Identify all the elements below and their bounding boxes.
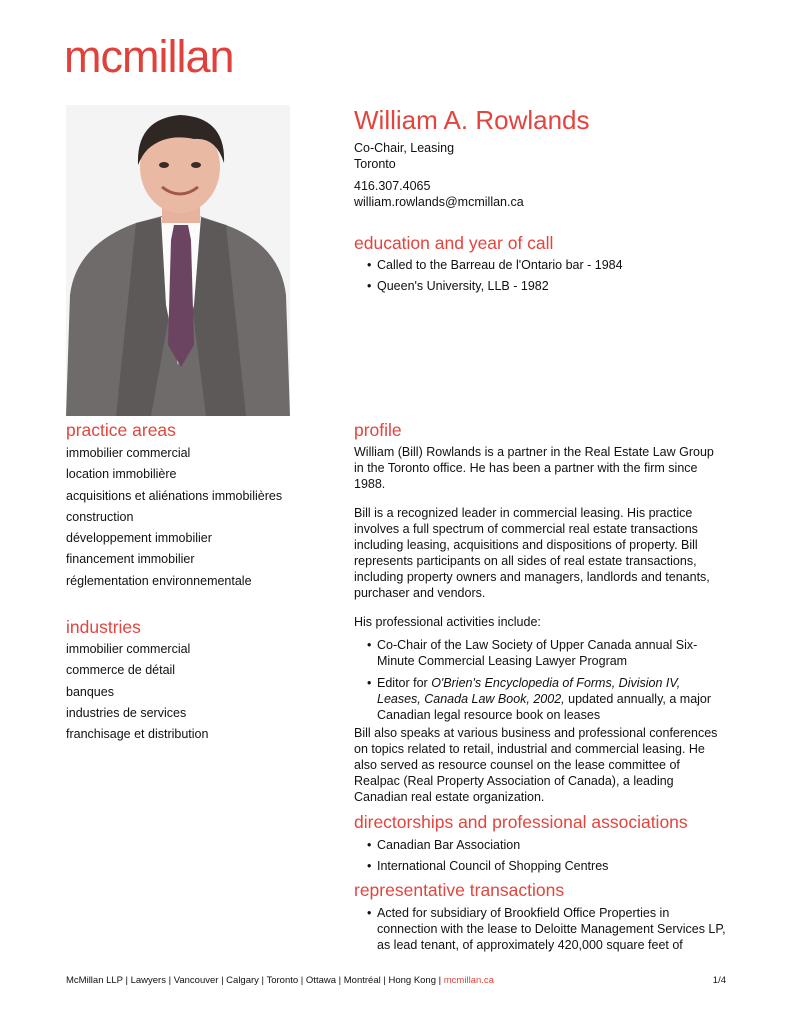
- activity-book-title: O'Brien's Encyclopedia of Forms, Division IV, Leases, Canada Law Book, 2002,: [377, 676, 681, 706]
- industry-item: commerce de détail: [66, 663, 176, 678]
- education-list: [354, 257, 726, 294]
- education-item: • Called to the Barreau de l'Ontario bar - 1984: [354, 257, 726, 273]
- footer-website-link[interactable]: mcmillan.ca: [443, 975, 494, 986]
- practice-areas-list: [66, 445, 282, 594]
- profile-paragraph-4: Bill also speaks at various business and professional conferences on topics related to retail, industrial and commercial leasing. He also served as resource counsel on the lease committee of Realpac (Real Property Association of Canada), a leading Canadian real estate organization.: [354, 726, 718, 804]
- industry-item: industries de services: [66, 705, 187, 720]
- email-address[interactable]: william.rowlands@mcmillan.ca: [354, 195, 524, 209]
- profile-paragraph-3: His professional activities include:: [354, 615, 541, 629]
- position-block: [354, 140, 454, 172]
- person-title: Co-Chair, Leasing: [354, 141, 455, 155]
- education-item: • Queen's University, LLB - 1982: [354, 278, 726, 294]
- page-number: 1/4: [712, 975, 726, 986]
- portrait-photo: [66, 105, 290, 416]
- activity-text: updated annually, a major Canadian legal resource book on leases: [377, 692, 712, 722]
- phone-number: 416.307.4065: [354, 179, 431, 193]
- transaction-item: • Acted for subsidiary of Brookfield Office Properties in connection with the lease to Deloitte Management Services LP, as lead tenant, of approximately 420,000 square feet of: [354, 905, 726, 953]
- person-city: Toronto: [354, 157, 396, 171]
- directorships-list: [354, 837, 726, 874]
- mcmillan-logo: mcmillan: [64, 31, 234, 82]
- directorship-item: • Canadian Bar Association: [354, 837, 726, 853]
- contact-block: [354, 178, 524, 210]
- practice-area-item: construction: [66, 509, 134, 524]
- practice-area-item: immobilier commercial: [66, 446, 191, 460]
- person-name: William A. Rowlands: [354, 105, 590, 135]
- activity-item: [354, 675, 726, 723]
- industry-item: immobilier commercial: [66, 642, 191, 656]
- directorship-item: • International Council of Shopping Centres: [354, 858, 726, 874]
- industry-item: banques: [66, 684, 114, 699]
- industries-heading: industries: [66, 617, 141, 637]
- activity-text: Editor for: [377, 676, 432, 690]
- practice-area-item: financement immobilier: [66, 552, 195, 567]
- practice-area-item: réglementation environnementale: [66, 573, 252, 588]
- industry-item: franchisage et distribution: [66, 727, 209, 742]
- portrait-illustration: [66, 105, 290, 416]
- profile-paragraph-2: Bill is a recognized leader in commercial leasing. His practice involves a full spectrum of commercial real estate transactions including leasing, acquisitions and dispositions of property. Bill represents participants on all sides of real estate transactions, including property owners and managers, landlords and tenants, purchaser and vendors.: [354, 506, 710, 600]
- practice-areas-heading: practice areas: [66, 420, 176, 440]
- activities-list: [354, 637, 726, 723]
- transactions-list: [354, 905, 726, 953]
- practice-area-item: acquisitions et aliénations immobilières: [66, 488, 283, 503]
- transactions-heading: representative transactions: [354, 880, 565, 900]
- profile-heading: profile: [354, 420, 402, 440]
- directorships-heading: directorships and professional associations: [354, 812, 688, 832]
- industries-list: [66, 641, 208, 747]
- activity-item: • Co-Chair of the Law Society of Upper Canada annual Six-Minute Commercial Leasing Lawyer Program: [354, 637, 726, 669]
- education-heading: education and year of call: [354, 233, 554, 253]
- footer-text: McMillan LLP | Lawyers | Vancouver | Calgary | Toronto | Ottawa | Montréal | Hong Kong |: [66, 975, 444, 986]
- practice-area-item: développement immobilier: [66, 531, 212, 546]
- practice-area-item: location immobilière: [66, 467, 177, 482]
- page-footer: [66, 975, 726, 987]
- profile-paragraph-1: William (Bill) Rowlands is a partner in the Real Estate Law Group in the Toronto office. He has been a partner with the firm since 1988.: [354, 445, 714, 491]
